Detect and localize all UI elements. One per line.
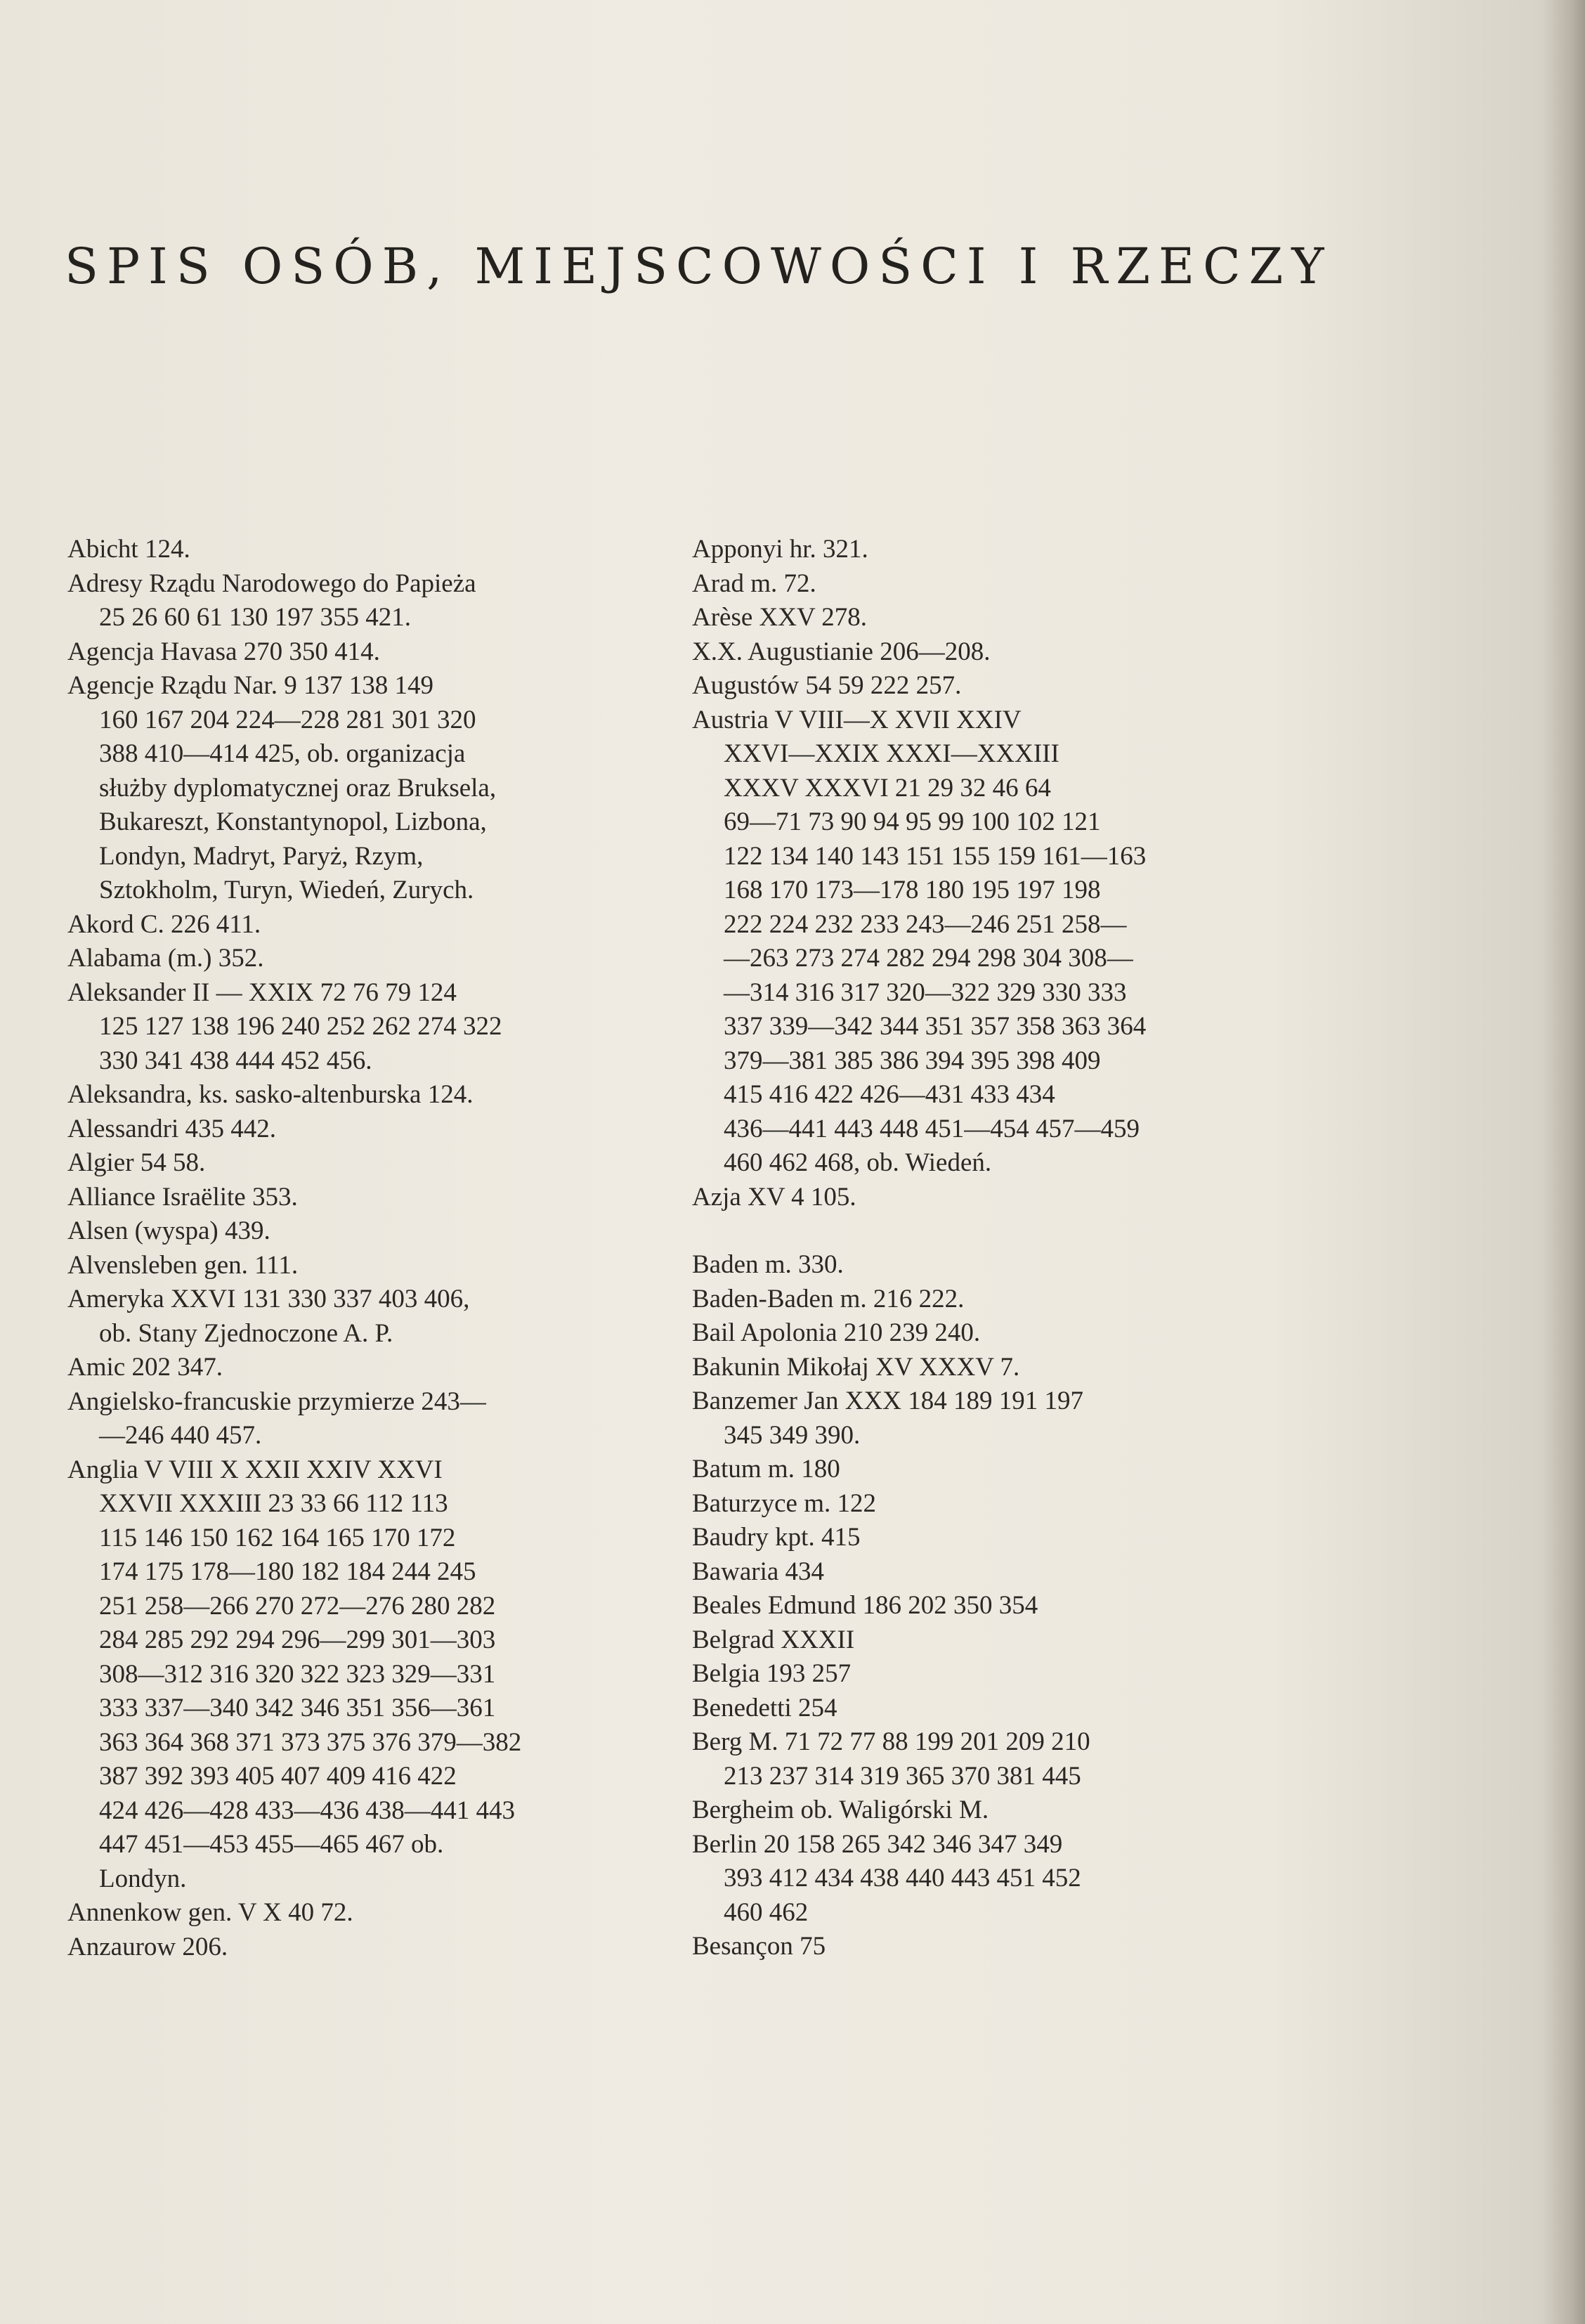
index-entry-continuation: służby dyplomatycznej oraz Bruksela, (99, 773, 497, 803)
index-entry-continuation: 345 349 390. (724, 1420, 861, 1450)
index-entry-head: Alabama (m.) 352. (67, 944, 264, 973)
index-entry-continuation: Londyn, Madryt, Paryż, Rzym, (99, 841, 424, 871)
index-column-right (692, 533, 1237, 1964)
index-entry-head: Anzaurow 206. (67, 1932, 228, 1961)
index-entry-continuation: 379—381 385 386 394 395 398 409 (724, 1046, 1101, 1075)
index-entry-head: Augustów 54 59 222 257. (692, 671, 962, 700)
index-entry-head: Baudry kpt. 415 (692, 1523, 861, 1552)
index-entry-continuation: 251 258—266 270 272—276 280 282 (99, 1591, 496, 1621)
index-entry (67, 1181, 622, 1215)
index-entry (692, 1589, 1237, 1623)
index-entry-head: Angielsko-francuskie przymierze 243— (67, 1387, 486, 1416)
index-entry-continuation: 387 392 393 405 407 409 416 422 (99, 1762, 457, 1791)
index-entry-head: Annenkow gen. V X 40 72. (67, 1898, 353, 1927)
index-entry-continuation: 436—441 443 448 451—454 457—459 (724, 1114, 1140, 1143)
index-entry-continuation: 213 237 314 319 365 370 381 445 (724, 1761, 1081, 1791)
index-entry-head: Beales Edmund 186 202 350 354 (692, 1591, 1038, 1620)
index-entry (692, 669, 1237, 703)
index-entry (67, 1249, 622, 1283)
section-gap (692, 1214, 1237, 1248)
index-entry (692, 601, 1237, 635)
index-entry-continuation: 308—312 316 320 322 323 329—331 (99, 1659, 496, 1689)
index-entry-head: Banzemer Jan XXX 184 189 191 197 (692, 1387, 1083, 1415)
index-entry (692, 1248, 1237, 1283)
index-entry-head: Alsen (wyspa) 439. (67, 1216, 270, 1245)
index-entry-head: Adresy Rządu Narodowego do Papieża (67, 569, 476, 598)
index-entry-continuation: 337 339—342 344 351 357 358 363 364 (724, 1012, 1147, 1041)
index-entry-head: Benedetti 254 (692, 1693, 837, 1722)
index-entry (692, 1793, 1237, 1828)
index-entry (67, 942, 622, 976)
index-entry (67, 1930, 622, 1965)
index-entry-continuation: 460 462 (724, 1897, 809, 1927)
index-entry (67, 1214, 622, 1249)
index-entry (692, 703, 1237, 1181)
index-entry (692, 1453, 1237, 1487)
index-entry-continuation: 460 462 468, ob. Wiedeń. (724, 1148, 992, 1177)
index-entry-continuation: 168 170 173—178 180 195 197 198 (724, 876, 1101, 904)
index-entry-continuation: 69—71 73 90 94 95 99 100 102 121 (724, 807, 1101, 836)
index-entry (692, 1657, 1237, 1692)
index-entry-continuation: XXXV XXXVI 21 29 32 46 64 (724, 773, 1051, 803)
index-entry-continuation: 25 26 60 61 130 197 355 421. (99, 603, 411, 632)
index-entry (67, 635, 622, 670)
index-entry-head: Apponyi hr. 321. (692, 535, 868, 564)
index-entry-continuation: XXVI—XXIX XXXI—XXXIII (724, 739, 1059, 768)
index-entry-head: Bergheim ob. Waligórski M. (692, 1796, 989, 1824)
index-entry-head: Bail Apolonia 210 239 240. (692, 1318, 981, 1347)
index-entry-head: Alvensleben gen. 111. (67, 1250, 299, 1280)
index-entry-head: Arad m. 72. (692, 569, 816, 598)
index-entry (67, 669, 622, 908)
index-entry-continuation: 424 426—428 433—436 438—441 443 (99, 1796, 515, 1825)
index-entry-head: Akord C. 226 411. (67, 909, 261, 939)
index-entry-continuation: —246 440 457. (99, 1421, 262, 1450)
index-entry (692, 1623, 1237, 1658)
index-entry (692, 1351, 1237, 1385)
index-section-a (692, 533, 1237, 1214)
index-entry (67, 1283, 622, 1351)
index-entry-continuation: 160 167 204 224—228 281 301 320 (99, 705, 476, 734)
index-entry (692, 1692, 1237, 1726)
index-entry-head: Berg M. 71 72 77 88 199 201 209 210 (692, 1727, 1090, 1756)
index-entry-head: Alessandri 435 442. (67, 1114, 276, 1143)
index-entry-head: Baden-Baden m. 216 222. (692, 1284, 965, 1313)
index-entry (692, 1828, 1237, 1930)
page-title: SPIS OSÓB, MIEJSCOWOŚCI I RZECZY (65, 238, 1333, 295)
index-entry (692, 1283, 1237, 1317)
index-entry (67, 1896, 622, 1930)
index-entry-continuation: 122 134 140 143 151 155 159 161—163 (724, 841, 1147, 871)
index-entry (67, 908, 622, 942)
index-entry-head: X.X. Augustianie 206—208. (692, 637, 991, 666)
index-entry-continuation: —314 316 317 320—322 329 330 333 (724, 978, 1127, 1007)
index-entry-head: Alliance Israëlite 353. (67, 1182, 298, 1212)
index-entry-head: Agencje Rządu Nar. 9 137 138 149 (67, 671, 433, 700)
index-entry (692, 567, 1237, 602)
index-entry-head: Agencja Havasa 270 350 414. (67, 637, 380, 666)
index-entry-continuation: Bukareszt, Konstantynopol, Lizbona, (99, 807, 487, 836)
index-entry (67, 1351, 622, 1385)
index-entry-continuation: 447 451—453 455—465 467 ob. (99, 1830, 444, 1859)
index-entry-head: Amic 202 347. (67, 1353, 223, 1382)
index-entry-head: Belgia 193 257 (692, 1659, 852, 1688)
index-entry-continuation: 125 127 138 196 240 252 262 274 322 (99, 1012, 502, 1041)
index-entry-continuation: 222 224 232 233 243—246 251 258— (724, 909, 1127, 939)
index-entry-continuation: Londyn. (99, 1864, 187, 1893)
index-entry-head: Aleksander II — XXIX 72 76 79 124 (67, 978, 457, 1007)
index-entry (67, 567, 622, 635)
index-entry (67, 976, 622, 1079)
index-entry-head: Besançon 75 (692, 1932, 826, 1961)
index-entry (692, 1725, 1237, 1793)
index-entry-continuation: XXVII XXXIII 23 33 66 112 113 (99, 1489, 448, 1518)
index-entry (692, 533, 1237, 567)
index-entry-head: Arèse XXV 278. (692, 603, 868, 632)
index-entry-head: Baden m. 330. (692, 1250, 844, 1279)
index-entry (67, 533, 622, 567)
index-entry (692, 1930, 1237, 1964)
index-entry-continuation: ob. Stany Zjednoczone A. P. (99, 1318, 393, 1348)
index-section-b (692, 1248, 1237, 1964)
index-entry-continuation: 333 337—340 342 346 351 356—361 (99, 1694, 496, 1722)
index-entry-continuation: 415 416 422 426—431 433 434 (724, 1080, 1055, 1109)
index-entry-head: Algier 54 58. (67, 1148, 206, 1177)
index-entry-continuation: —263 273 274 282 294 298 304 308— (724, 944, 1133, 973)
index-entry-continuation: 388 410—414 425, ob. organizacja (99, 739, 466, 768)
index-column-left (67, 533, 622, 1964)
index-entry-continuation: 363 364 368 371 373 375 376 379—382 (99, 1727, 522, 1757)
index-entry-head: Austria V VIII—X XVII XXIV (692, 705, 1022, 734)
index-entry (692, 1181, 1237, 1215)
index-entry-continuation: 393 412 434 438 440 443 451 452 (724, 1864, 1081, 1893)
index-entry (692, 1384, 1237, 1453)
index-entry (692, 1521, 1237, 1555)
index-entry-head: Azja XV 4 105. (692, 1182, 856, 1212)
index-entry-head: Aleksandra, ks. sasko-altenburska 124. (67, 1080, 474, 1109)
index-entry-continuation: 330 341 438 444 452 456. (99, 1046, 372, 1075)
index-entry (67, 1112, 622, 1147)
index-entry-head: Bakunin Mikołaj XV XXXV 7. (692, 1352, 1020, 1382)
index-entry-continuation: 174 175 178—180 182 184 244 245 (99, 1557, 476, 1586)
index-entry-head: Anglia V VIII X XXII XXIV XXVI (67, 1455, 443, 1484)
index-entry (692, 635, 1237, 670)
index-entry (692, 1487, 1237, 1521)
index-entry (67, 1146, 622, 1181)
index-entry-continuation: 284 285 292 294 296—299 301—303 (99, 1625, 496, 1654)
index-entry-continuation: 115 146 150 162 164 165 170 172 (99, 1523, 456, 1552)
index-entry-head: Ameryka XXVI 131 330 337 403 406, (67, 1285, 470, 1313)
index-entry (67, 1078, 622, 1112)
index-entry-head: Abicht 124. (67, 535, 190, 564)
index-entry-head: Berlin 20 158 265 342 346 347 349 (692, 1829, 1063, 1859)
page-edge-shadow (1543, 0, 1585, 2324)
index-entry (67, 1453, 622, 1897)
index-entry (692, 1316, 1237, 1351)
index-entry-continuation: Sztokholm, Turyn, Wiedeń, Zurych. (99, 876, 474, 904)
index-entry-head: Belgrad XXXII (692, 1625, 855, 1654)
index-entry-head: Batum m. 180 (692, 1455, 840, 1484)
index-entry-head: Baturzyce m. 122 (692, 1488, 876, 1518)
index-entry (67, 1385, 622, 1453)
index-entry-head: Bawaria 434 (692, 1557, 825, 1586)
index-entry (692, 1555, 1237, 1590)
